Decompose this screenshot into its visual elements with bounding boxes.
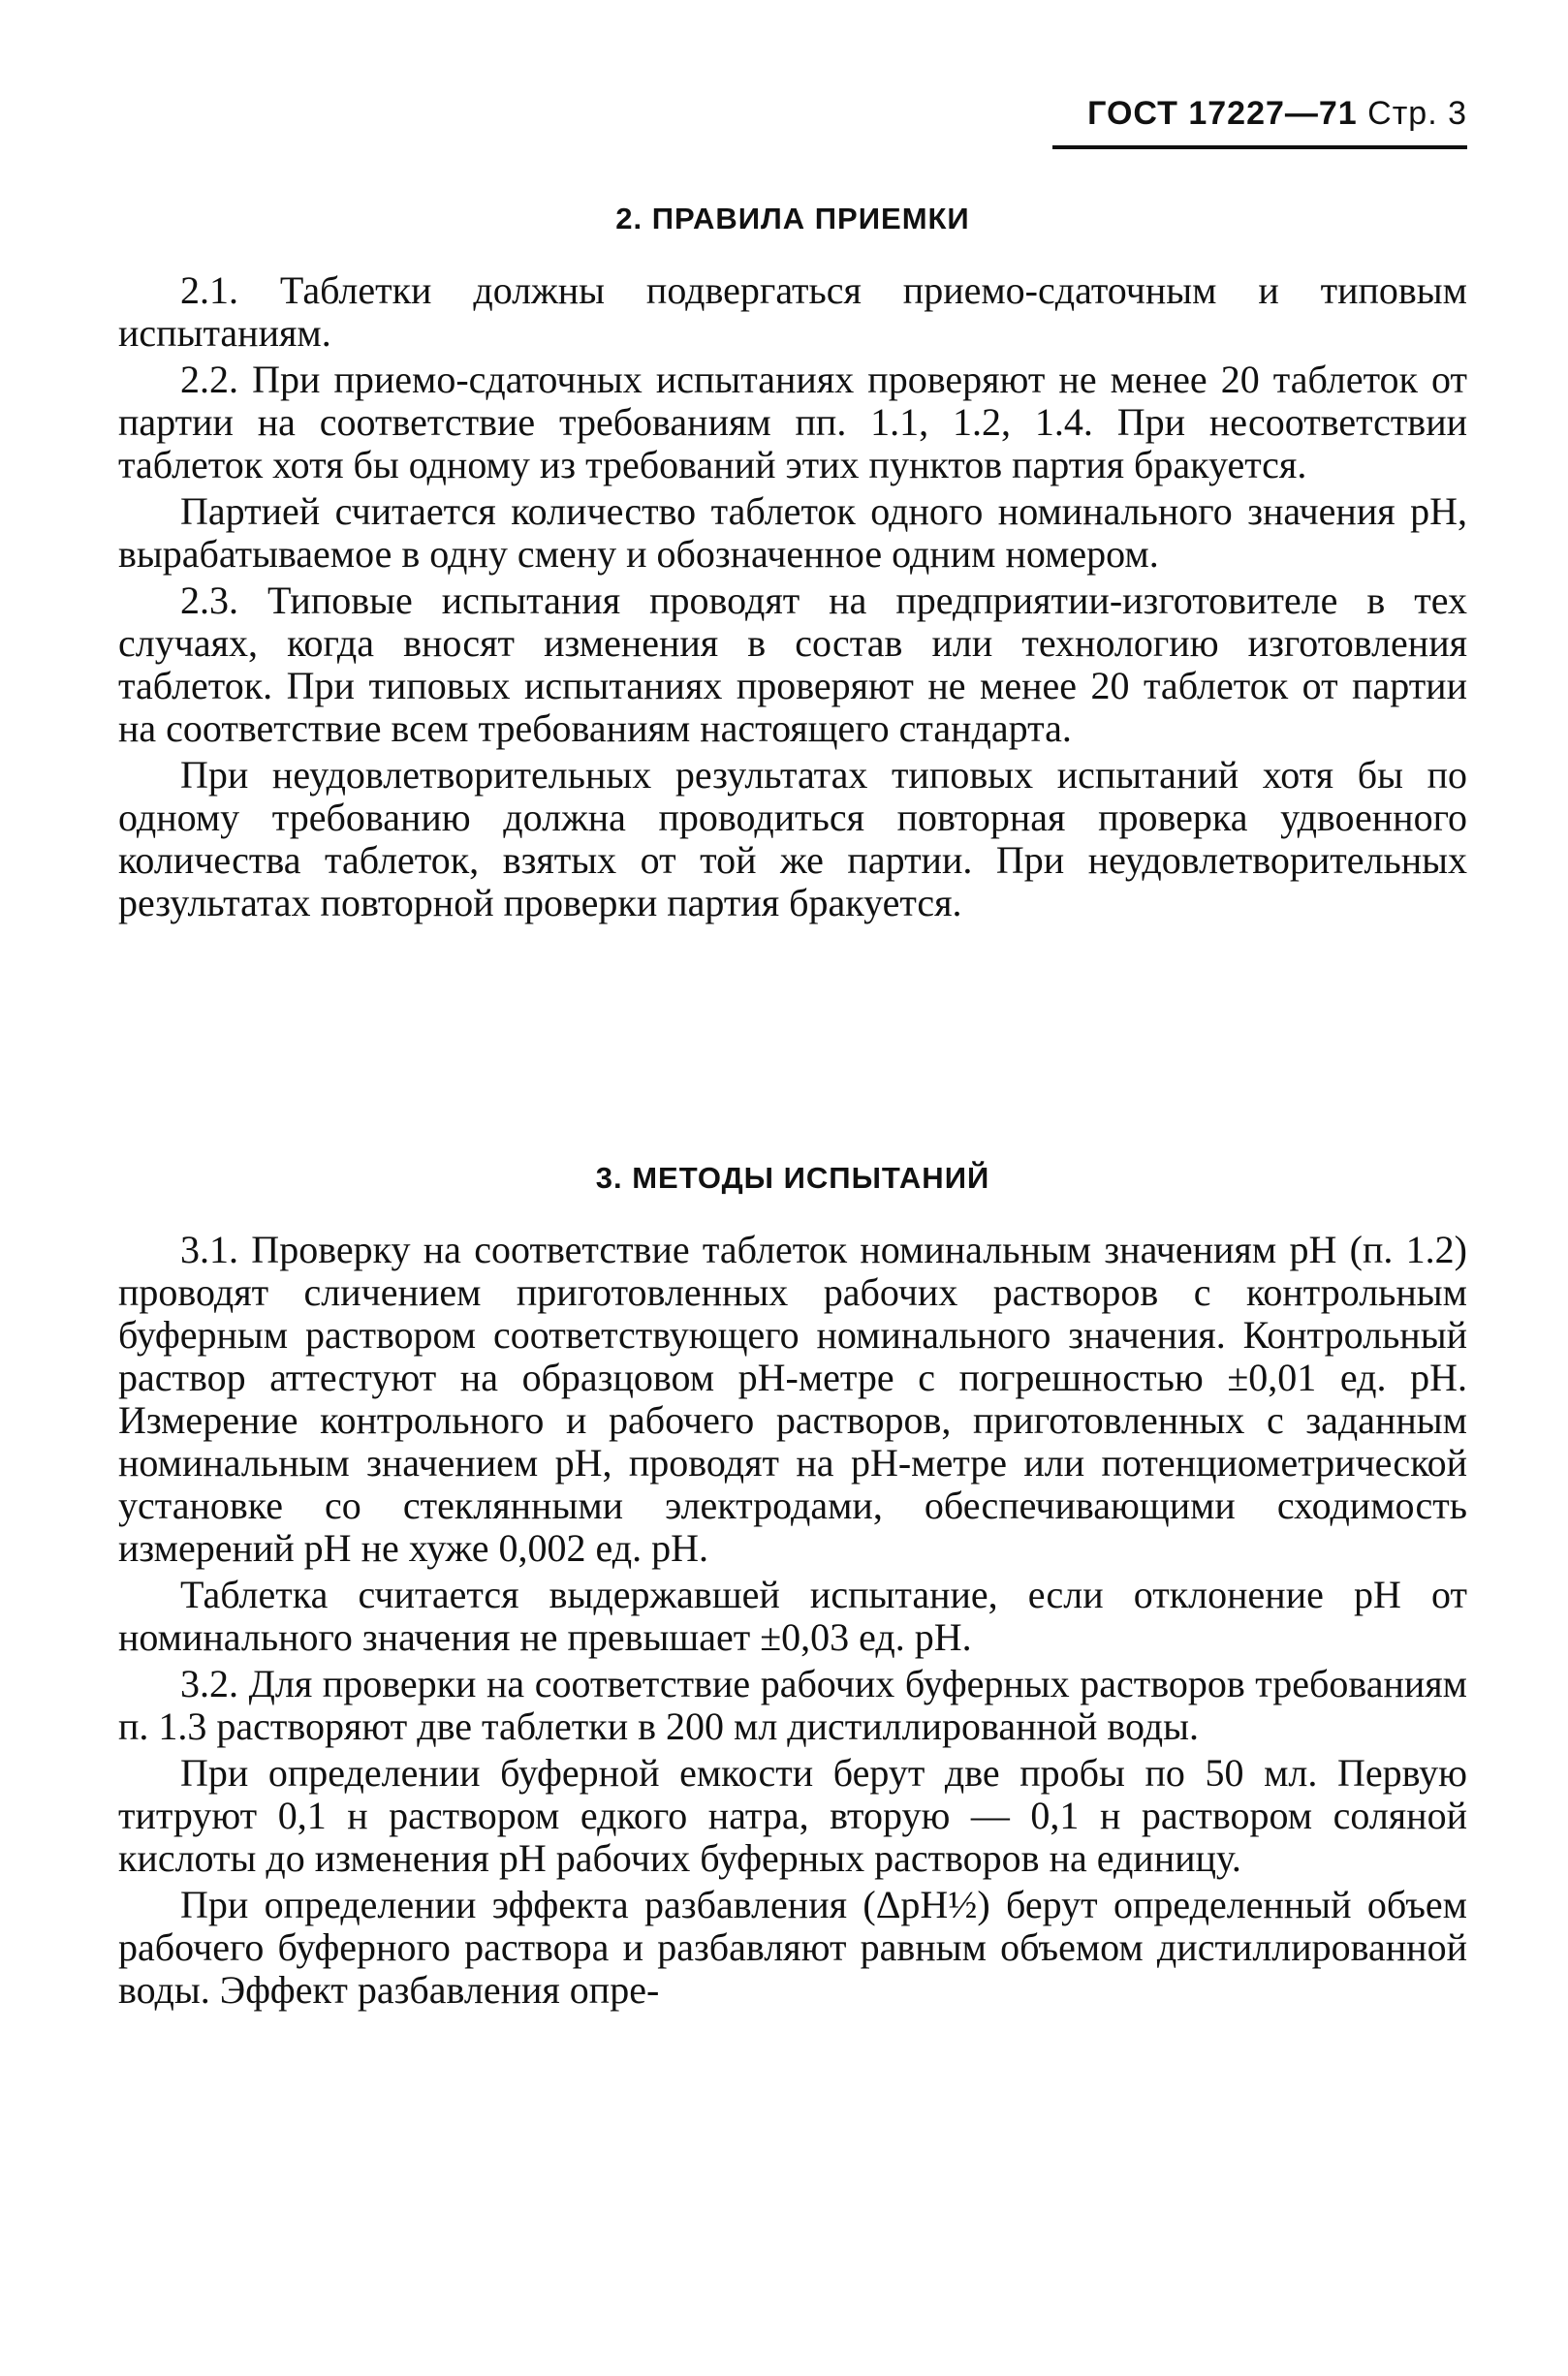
paragraph-2-2: 2.2. При приемо-сдаточных испытаниях проверяют не менее 20 таблеток от партии на соответствие требованиям пп. 1.1, 1.2, 1.4. При несоответствии таблеток хотя бы одному из требований этих пунктов партия бракуется. bbox=[118, 358, 1467, 486]
paragraph-3-1-criterion: Таблетка считается выдержавшей испытание, если отклонение рН от номинального значения не превышает ±0,03 ед. рН. bbox=[118, 1573, 1467, 1659]
section-2-body bbox=[118, 269, 1467, 928]
section-3-body bbox=[118, 1229, 1467, 2016]
page-number: Стр. 3 bbox=[1367, 95, 1467, 132]
paragraph-3-1: 3.1. Проверку на соответствие таблеток номинальным значениям рН (п. 1.2) проводят сличением приготовленных рабочих растворов с контрольным буферным раствором соответствующего номинального значения. Контрольный раствор аттестуют на образцовом рН-метре с погрешностью ±0,01 ед. рН. Измерение контрольного и рабочего растворов, приготовленных с заданным номинальным значением рН, проводят на рН-метре или потенциометрической установке со стеклянными электродами, обеспечивающими сходимость измерений рН не хуже 0,002 ед. рН. bbox=[118, 1228, 1467, 1570]
paragraph-2-3: 2.3. Типовые испытания проводят на предприятии-изготовителе в тех случаях, когда вносят изменения в состав или технологию изготовления таблеток. При типовых испытаниях проверяют не менее 20 таблеток от партии на соответствие всем требованиям настоящего стандарта. bbox=[118, 578, 1467, 750]
document-number: ГОСТ 17227—71 bbox=[1087, 95, 1358, 132]
paragraph-2-1: 2.1. Таблетки должны подвергаться приемо-сдаточным и типовым испытаниям. bbox=[118, 268, 1467, 355]
paragraph-3-2-dilution: При определении эффекта разбавления (ΔрН½) берут определенный объем рабочего буферного раствора и разбавляют равным объемом дистиллированной воды. Эффект разбавления опре- bbox=[118, 1883, 1467, 2012]
paragraph-2-2-lot: Партией считается количество таблеток одного номинального значения рН, вырабатываемое в одну смену и обозначенное одним номером. bbox=[118, 489, 1467, 576]
paragraph-3-2: 3.2. Для проверки на соответствие рабочих буферных растворов требованиям п. 1.3 растворяют две таблетки в 200 мл дистиллированной воды. bbox=[118, 1662, 1467, 1748]
section-2-title: 2. ПРАВИЛА ПРИЕМКИ bbox=[615, 202, 970, 235]
document-page bbox=[118, 0, 1467, 2376]
page-header bbox=[1087, 95, 1467, 133]
paragraph-3-2-buffer-capacity: При определении буферной емкости берут две пробы по 50 мл. Первую титруют 0,1 н раствором едкого натра, вторую — 0,1 н раствором соляной кислоты до изменения рН рабочих буферных растворов на единицу. bbox=[118, 1751, 1467, 1880]
header-rule bbox=[1052, 145, 1467, 149]
section-3-title: 3. МЕТОДЫ ИСПЫТАНИЙ bbox=[595, 1161, 990, 1195]
paragraph-2-3-retest: При неудовлетворительных результатах типовых испытаний хотя бы по одному требованию должна проводиться повторная проверка удвоенного количества таблеток, взятых от той же партии. При неудовлетворительных результатах повторной проверки партия бракуется. bbox=[118, 753, 1467, 924]
